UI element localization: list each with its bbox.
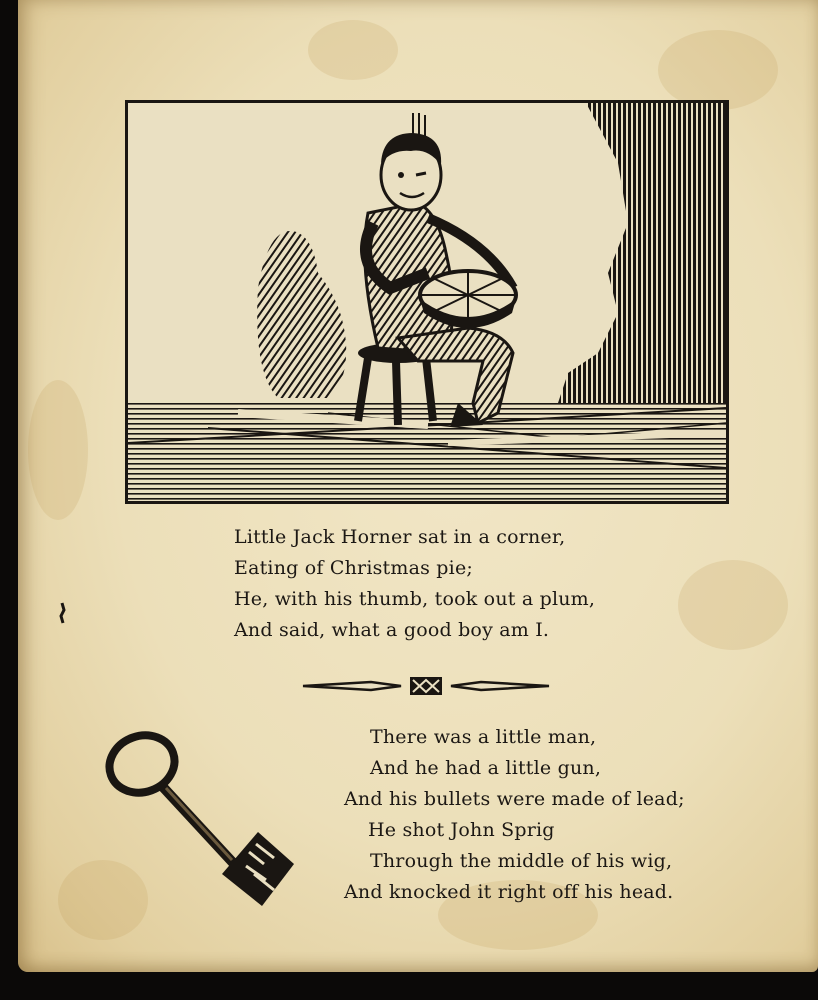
rhyme-jack-horner <box>234 522 595 646</box>
boy-with-pie-icon <box>128 103 726 501</box>
antique-key-icon <box>104 724 294 910</box>
verse-line: Little Jack Horner sat in a corner, <box>234 526 566 548</box>
verse-line: He, with his thumb, took out a plum, <box>234 588 596 610</box>
ink-blot <box>58 602 66 624</box>
paper-stain <box>308 20 398 80</box>
paper-stain <box>28 380 88 520</box>
verse-line: And knocked it right off his head. <box>344 881 674 903</box>
verse-line: And his bullets were made of lead; <box>344 788 685 810</box>
paper-stain <box>678 560 788 650</box>
verse-line: And he had a little gun, <box>370 757 602 779</box>
paper-stain <box>658 30 778 110</box>
verse-line: He shot John Sprig <box>368 819 555 841</box>
book-page <box>18 0 818 972</box>
verse-line: Eating of Christmas pie; <box>234 557 473 579</box>
woodcut-illustration <box>125 100 729 504</box>
verse-line: Through the middle of his wig, <box>370 850 673 872</box>
verse-line: There was a little man, <box>370 726 597 748</box>
flourish-divider-icon <box>301 672 551 700</box>
verse-line: And said, what a good boy am I. <box>234 619 550 641</box>
